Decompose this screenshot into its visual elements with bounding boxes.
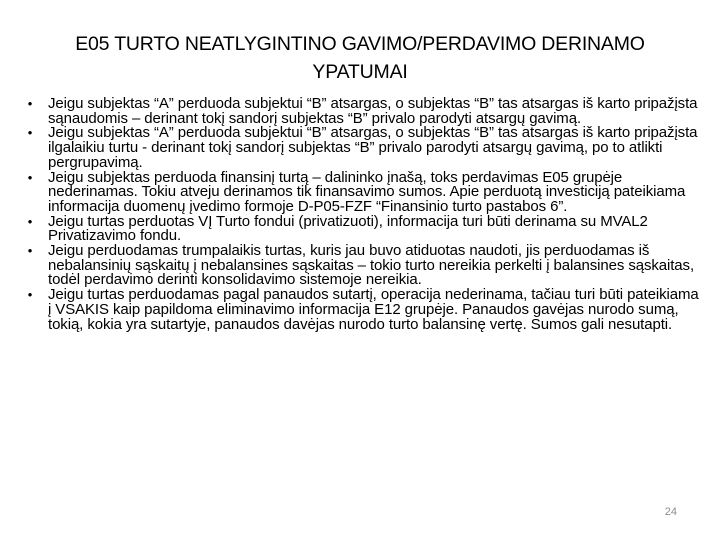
bullet-item — [24, 168, 704, 215]
bullet-text: Jeigu subjektas perduoda finansinį turtą – dalininko įnašą, toks perdavimas E05 grupėje nederinamas. Tokiu atveju derinamos tik finansavimo sumos. Apie perduotą investiciją pateikiama informacija duomenų įvedimo formoje D-P05-FZF “Finansinio turto pastabos 6”. — [48, 168, 686, 215]
bullet-dot-icon: • — [27, 287, 33, 303]
bullet-item — [24, 97, 704, 126]
bullet-item — [24, 212, 704, 245]
bullet-text: Jeigu subjektas “A” perduoda subjektui “B” atsargas, o subjektas “B” tas atsargas iš karto pripažįsta ilgalaikiu turtu - derinant tokį sandorį subjektas “B” privalo parodyti atsargų gavimą, po to atlikti pergrupavimą. — [48, 124, 698, 171]
bullet-dot-icon: • — [27, 125, 33, 141]
page-number: 24 — [664, 506, 677, 518]
slide-title: E05 TURTO NEATLYGINTINO GAVIMO/PERDAVIMO DERINAMO YPATUMAI — [75, 33, 645, 83]
bullet-list — [24, 97, 704, 332]
bullet-dot-icon: • — [27, 213, 33, 229]
bullet-text: Jeigu turtas perduotas VĮ Turto fondui (privatizuoti), informacija turi būti derinama su MVAL2 Privatizavimo fondu. — [48, 212, 648, 245]
bullet-item — [24, 244, 704, 288]
bullet-text: Jeigu perduodamas trumpalaikis turtas, kuris jau buvo atiduotas naudoti, jis perduodamas iš nebalansinių sąskaitų į nebalansines sąskaitas – tokio turto nereikia perkelti į balansines sąskaitas, todėl perdavimo derinti konsolidavimo sistemoje nereikia. — [48, 242, 695, 289]
bullet-item — [24, 288, 704, 332]
bullet-dot-icon: • — [27, 169, 33, 185]
bullet-dot-icon: • — [27, 243, 33, 259]
bullet-item — [24, 126, 704, 170]
bullet-text: Jeigu subjektas “A” perduoda subjektui “B” atsargas, o subjektas “B” tas atsargas iš karto pripažįsta sąnaudomis – derinant tokį sandorį subjektas “B” privalo parodyti atsargų gavimą. — [48, 95, 698, 127]
bullet-dot-icon: • — [27, 96, 33, 111]
bullet-text: Jeigu turtas perduodamas pagal panaudos sutartį, operacija nederinama, tačiau turi būti pateikiama į VSAKIS kaip papildoma eliminavimo informacija E12 grupėje. Panaudos gavėjas nurodo sumą, tokią, kokia yra sutartyje, panaudos davėjas nurodo turto balansinę vertę. Sumos gali nesutapti. — [48, 286, 699, 333]
